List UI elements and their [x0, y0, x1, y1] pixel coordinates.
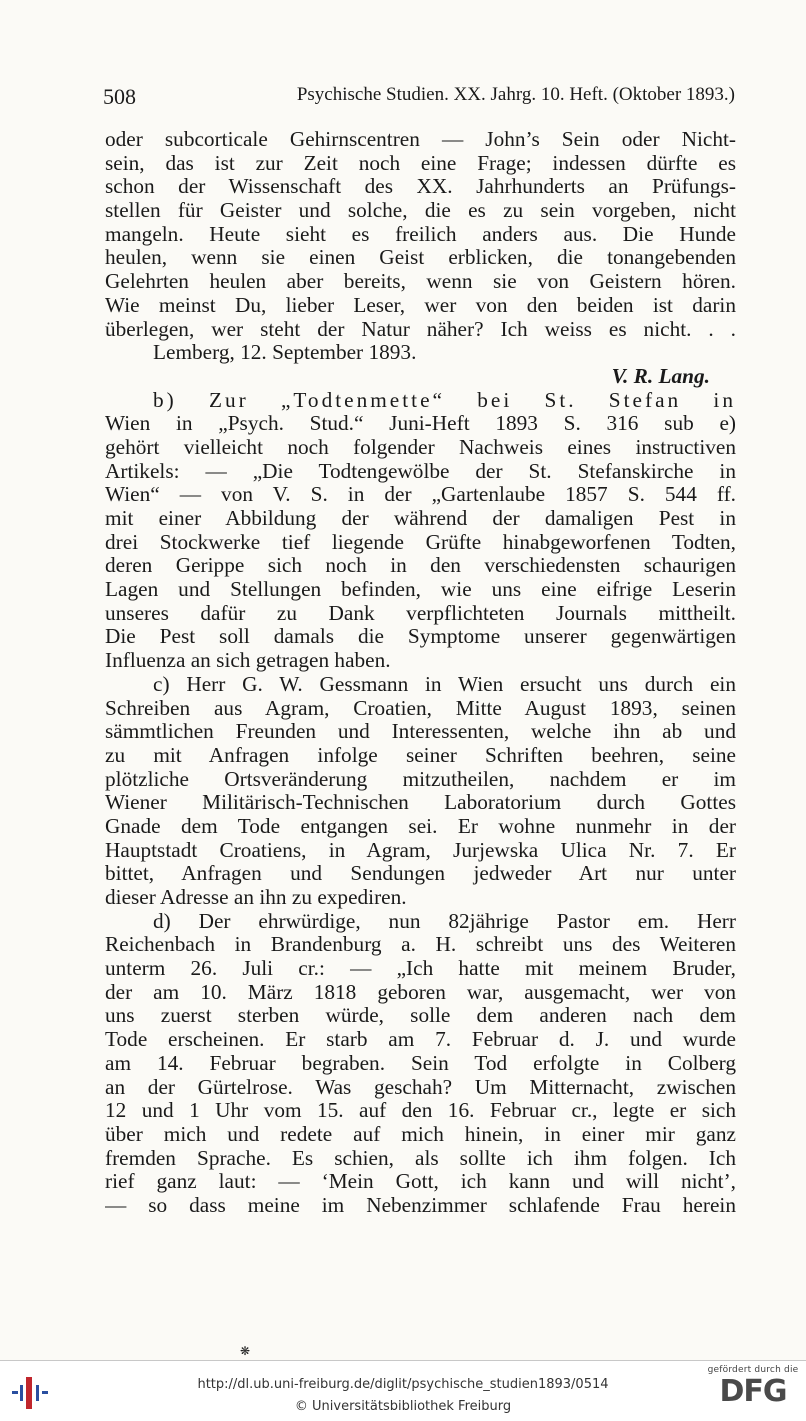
- text-line: Schreiben aus Agram, Croatien, Mitte August 1893, seinen: [105, 696, 736, 720]
- text-line: uns zuerst sterben würde, solle dem anderen nach dem: [105, 1004, 736, 1028]
- text-line: drei Stockwerke tief liegende Grüfte hinabgeworfenen Todten,: [105, 530, 736, 554]
- text-line: dieser Adresse an ihn zu expediren.: [105, 886, 407, 909]
- text-line: heulen, wenn sie einen Geist erblicken, die tonangebenden: [105, 246, 736, 270]
- text-line: bittet, Anfragen und Sendungen jedweder Art nur unter: [105, 862, 736, 886]
- text-line: Gnade dem Tode entgangen sei. Er wohne nunmehr in der: [105, 814, 736, 838]
- body-text: [105, 128, 736, 1218]
- text-line: c) Herr G. W. Gessmann in Wien ersucht uns durch ein: [153, 672, 736, 696]
- text-line: überlegen, wer steht der Natur näher? Ich weiss es nicht. . .: [105, 317, 736, 341]
- permalink-url[interactable]: http://dl.ub.uni-freiburg.de/diglit/psychische_studien1893/0514: [197, 1377, 609, 1392]
- text-line: über mich und redete auf mich hinein, in einer mir ganz: [105, 1122, 736, 1146]
- text-line: unterm 26. Juli cr.: — „Ich hatte mit meinem Bruder,: [105, 957, 736, 981]
- dateline: Lemberg, 12. September 1893.: [153, 341, 417, 365]
- text-line: stellen für Geister und solche, die es zu sein vorgeben, nicht: [105, 199, 736, 223]
- text-line: Gelehrten heulen aber bereits, wenn sie von Geistern hören.: [105, 270, 736, 294]
- text-line: an der Gürtelrose. Was geschah? Um Mitternacht, zwischen: [105, 1075, 736, 1099]
- page-number: 508: [103, 84, 136, 109]
- text-line: sämmtlichen Freunden und Interessenten, welche ihn ab und: [105, 720, 736, 744]
- text-line: Wiener Militärisch-Technischen Laboratorium durch Gottes: [105, 791, 736, 815]
- text-line: Wie meinst Du, lieber Leser, wer von den beiden ist darin: [105, 293, 736, 317]
- running-title: Psychische Studien. XX. Jahrg. 10. Heft. (Oktober 1893.): [296, 84, 735, 105]
- dfg-logo: [705, 1365, 801, 1419]
- text-line: gehört vielleicht noch folgender Nachweis eines instructiven: [105, 435, 736, 459]
- text-line: Wien in „Psych. Stud.“ Juni-Heft 1893 S. 316 sub e): [105, 412, 736, 436]
- text-line: sein, das ist zur Zeit noch eine Frage; indessen dürfte es: [105, 151, 736, 175]
- text-line: unseres dafür zu Dank verpflichteten Journals mittheilt.: [105, 601, 736, 625]
- text-line: Lagen und Stellungen befinden, wie uns eine eifrige Leserin: [105, 578, 736, 602]
- copyright-notice: © Universitätsbibliothek Freiburg: [294, 1399, 512, 1414]
- text-line: 12 und 1 Uhr vom 15. auf den 16. Februar cr., legte er sich: [105, 1099, 736, 1123]
- dfg-logo-text: DFG: [719, 1374, 787, 1409]
- text-line: Tode erscheinen. Er starb am 7. Februar d. J. und wurde: [105, 1028, 736, 1052]
- text-line: plötzliche Ortsveränderung mitzutheilen, nachdem er im: [105, 767, 736, 791]
- text-line: zu mit Anfragen infolge seiner Schriften beehren, seine: [105, 743, 736, 767]
- text-line: Artikels: — „Die Todtengewölbe der St. Stefanskirche in: [105, 459, 736, 483]
- text-line: oder subcorticale Gehirnscentren — John’s Sein oder Nicht-: [105, 128, 736, 151]
- text-line: deren Gerippe sich noch in den verschiedensten schaurigen: [105, 554, 736, 578]
- text-line: mangeln. Heute sieht es freilich anders aus. Die Hunde: [105, 222, 736, 246]
- text-line: rief ganz laut: — ‘Mein Gott, ich kann und will nicht’,: [105, 1170, 736, 1194]
- text-line: Reichenbach in Brandenburg a. H. schreibt uns des Weiteren: [105, 933, 736, 957]
- text-line: — so dass meine im Nebenzimmer schlafende Frau herein: [105, 1193, 736, 1217]
- author-signature: V. R. Lang.: [611, 364, 710, 388]
- viewer-footer: [0, 1360, 806, 1421]
- text-line: mit einer Abbildung der während der damaligen Pest in: [105, 507, 736, 530]
- text-line: Influenza an sich getragen haben.: [105, 649, 391, 673]
- text-line: schon der Wissenschaft des XX. Jahrhunderts an Prüfungs-: [105, 175, 736, 199]
- text-line: Die Pest soll damals die Symptome unserer gegenwärtigen: [105, 625, 736, 649]
- text-line: b) Zur „Todtenmette“ bei St. Stefan in: [153, 388, 736, 412]
- text-line: der am 10. März 1818 geboren war, ausgemacht, wer von: [105, 980, 736, 1004]
- printer-mark-icon: ❋: [240, 1344, 251, 1358]
- funding-caption: gefördert durch die: [707, 1365, 799, 1375]
- text-line: fremden Sprache. Es schien, als sollte ich ihm folgen. Ich: [105, 1146, 736, 1170]
- text-line: Hauptstadt Croatiens, in Agram, Jurjewska Ulica Nr. 7. Er: [105, 838, 736, 862]
- text-line: am 14. Februar begraben. Sein Tod erfolgte in Colberg: [105, 1051, 736, 1075]
- text-line: d) Der ehrwürdige, nun 82jährige Pastor em. Herr: [153, 909, 736, 933]
- text-line: Wien“ — von V. S. in der „Gartenlaube 1857 S. 544 ff.: [105, 483, 736, 507]
- running-header: [103, 84, 735, 110]
